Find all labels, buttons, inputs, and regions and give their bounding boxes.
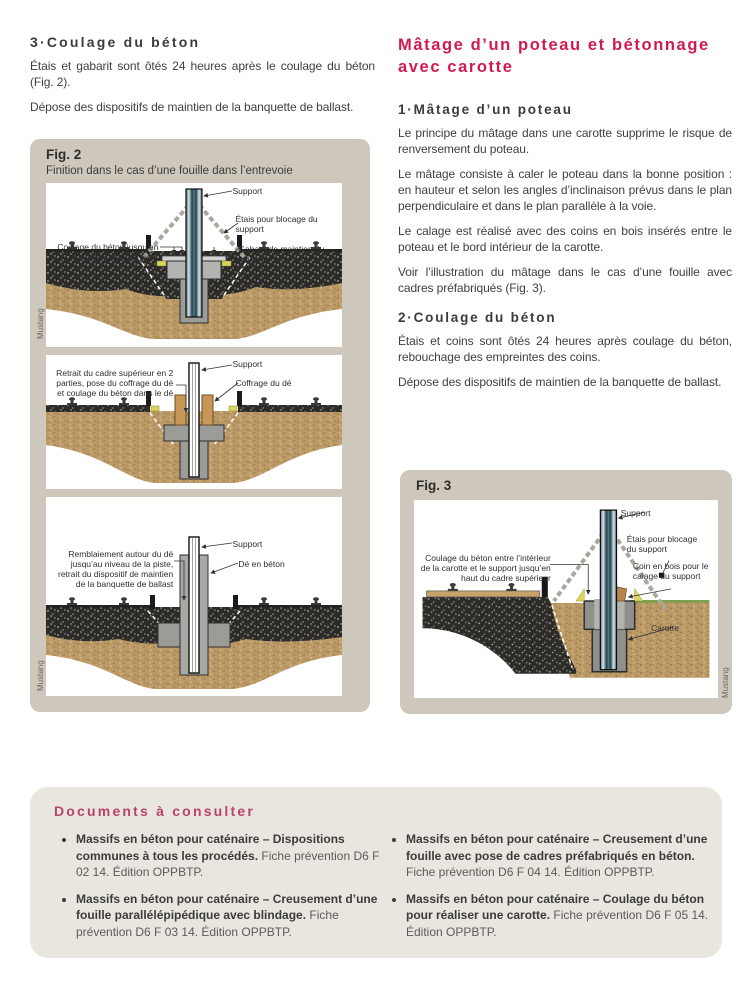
figure-3 — [400, 470, 732, 714]
diagram-label: Retrait du cadre supérieur en 2 parties, pose du coffrage du dé et coulage du béton dans le dé — [56, 368, 174, 399]
diagram-label: Dé en béton — [238, 558, 285, 569]
document-item — [76, 831, 392, 881]
document-title: Massifs en béton pour caténaire – Coulage du béton pour réaliser une carotte. — [406, 891, 705, 922]
document-ref: Fiche prévention D6 F 05 14. Édition OPPBTP. — [406, 908, 709, 939]
ballast-retainer — [150, 595, 155, 609]
paragraph: Étais et coins sont ôtés 24 heures après coulage du béton, rebouchage des empreintes des coins. — [398, 334, 732, 364]
wedge — [151, 406, 159, 411]
ballast-retainer — [233, 595, 238, 609]
document-ref: Fiche prévention D6 F 03 14. Édition OPPBTP. — [76, 908, 339, 939]
leader-line — [202, 365, 232, 370]
diagram-label: Gabarit de maintien du support — [238, 243, 325, 264]
diagram-label: Coin en bois pour le calage du support — [632, 561, 709, 582]
figure-2-subtitle: Finition dans le cas d’une fouille dans l’entrevoie — [46, 165, 293, 177]
document-ref: Fiche prévention D6 F 04 14. Édition OPPBTP. — [406, 865, 655, 879]
diagram-label: Coulage du béton jusqu’en haut du cadre inférieur — [57, 242, 159, 263]
paragraph: Dépose des dispositifs de maintien de la banquette de ballast. — [398, 375, 722, 389]
leader-line — [211, 563, 238, 573]
illustrator-credit: Mustang — [36, 308, 45, 339]
rail-icon — [311, 597, 321, 605]
documents-list-left — [56, 831, 392, 950]
paragraph: Le principe du mâtage dans une carotte supprime le risque de renversement du poteau. — [398, 126, 732, 156]
section-heading-matage-1: 1·Mâtage d’un poteau — [398, 102, 573, 117]
documents-heading: Documents à consulter — [54, 803, 256, 819]
diagram-label: Carotte — [651, 622, 679, 633]
figure-2 — [30, 139, 370, 712]
document-title: Massifs en béton pour caténaire – Dispositions communes à tous les procédés. — [76, 832, 345, 863]
paragraph: Étais et gabarit sont ôtés 24 heures après le coulage du béton (Fig. 2). — [30, 59, 375, 89]
paragraph: Le calage est réalisé avec des coins en bois insérés entre le poteau et le bord intérieur de la carotte. — [398, 224, 732, 254]
document-ref: Fiche prévention D6 F 02 14. Édition OPPBTP. — [76, 848, 380, 879]
fig2-diagram-1-drawing — [46, 183, 342, 347]
diagram-label: Coffrage du dé — [235, 377, 292, 388]
document-item — [76, 891, 392, 941]
fig2-diagram-3-drawing — [46, 497, 342, 696]
diagram-label: Remblaiement autour du dé jusqu’au niveau de la piste, retrait du dispositif de maintien de la banquette de ballast — [57, 548, 174, 589]
documents-box — [30, 787, 722, 958]
left-column — [30, 34, 375, 124]
diagram-label: Coulage du béton entre l’intérieur de la carotte et le support jusqu’en haut du cadre supérieur — [420, 553, 551, 584]
paragraph: Voir l’illustration du mâtage dans le cas d’une fouille avec cadres préfabriqués (Fig. 3). — [398, 265, 732, 295]
diagram-label: Support — [232, 359, 263, 370]
page-title: Mâtage d’un poteau et bétonnage avec carotte — [398, 36, 710, 76]
right-column — [398, 34, 732, 399]
ballast-retainer — [237, 391, 242, 406]
documents-list-right — [386, 831, 722, 950]
support-post — [186, 189, 202, 317]
fig2-diagram-3 — [46, 497, 342, 696]
fig3-diagram — [414, 500, 718, 698]
formwork — [175, 395, 186, 425]
wood-wedge — [617, 587, 627, 601]
wedge — [229, 406, 237, 411]
leader-line — [204, 191, 232, 196]
sleeper — [427, 591, 540, 597]
figure-2-title: Fig. 2 — [46, 147, 82, 162]
document-item — [406, 891, 722, 941]
rail-icon — [448, 583, 458, 591]
wedge — [222, 261, 231, 266]
section-heading-coulage-2: 2·Coulage du béton — [398, 310, 557, 325]
support-post — [600, 510, 616, 670]
diagram-label: Support — [232, 186, 263, 197]
document-title: Massifs en béton pour caténaire – Creusement d’une fouille avec pose de cadres préfabriqués en béton. — [406, 832, 708, 863]
diagram-label: Étais pour blocage du support — [235, 214, 318, 235]
rail-icon — [311, 397, 321, 405]
paragraph: Dépose des dispositifs de maintien de la banquette de ballast. — [30, 100, 354, 114]
fig2-diagram-2 — [46, 355, 342, 489]
rail-icon — [259, 397, 269, 405]
formwork — [202, 395, 213, 425]
document-item — [406, 831, 722, 881]
support-post — [189, 537, 199, 673]
rail-icon — [67, 597, 77, 605]
diagram-label: Étais pour blocage du support — [626, 533, 698, 554]
section-heading-coulage-3: 3·Coulage du béton — [30, 34, 201, 50]
rail-icon — [119, 597, 129, 605]
document-title: Massifs en béton pour caténaire – Creusement d’une fouille parallélépipédique avec blindage. — [76, 891, 378, 922]
leader-line — [202, 543, 232, 547]
diagram-label: Support — [232, 538, 263, 549]
paragraph: Le mâtage consiste à caler le poteau dans la bonne position : en hauteur et selon les angles d’inclinaison prévus dans le plan perpendiculaire et dans le plan parallèle à la voie. — [398, 167, 732, 213]
illustrator-credit: Mustang — [721, 667, 730, 698]
fig2-diagram-1 — [46, 183, 342, 347]
illustrator-credit: Mustang — [36, 660, 45, 691]
rail-icon — [506, 583, 516, 591]
rail-icon — [259, 597, 269, 605]
support-post — [189, 363, 199, 477]
diagram-label: Support — [620, 507, 651, 518]
figure-3-title: Fig. 3 — [416, 478, 452, 493]
wedge — [576, 589, 584, 601]
fig3-diagram-drawing — [414, 500, 718, 698]
